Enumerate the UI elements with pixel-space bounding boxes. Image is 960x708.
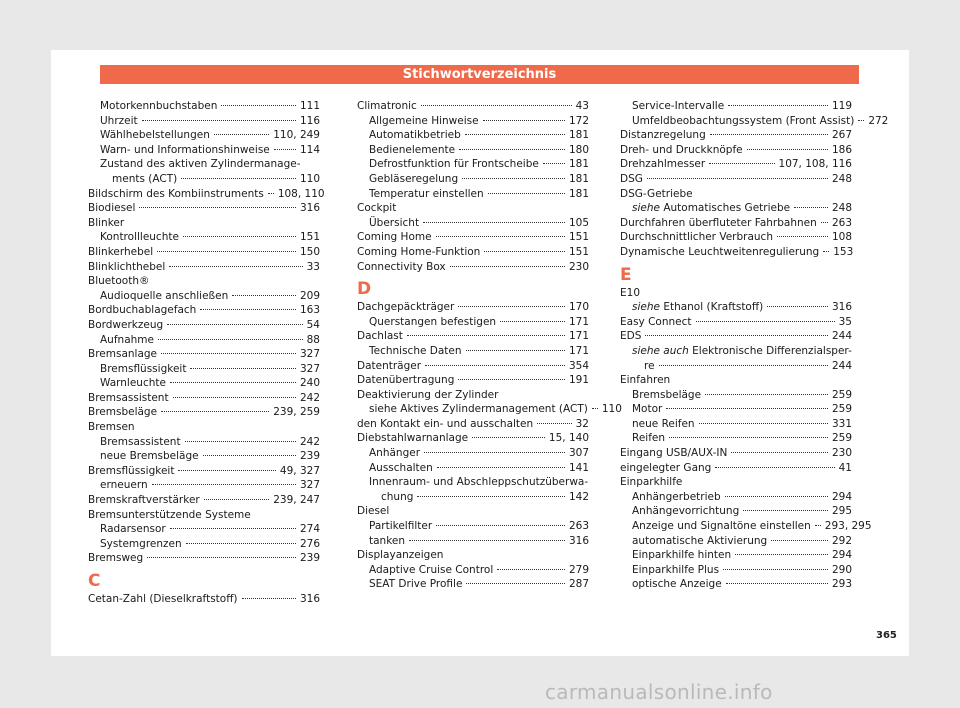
index-entry: Querstangen befestigen 171 xyxy=(369,315,589,328)
index-entry: siehe auch Elektronische Differenzialsper- xyxy=(632,344,852,357)
index-entry: Einparkhilfe hinten 294 xyxy=(632,549,852,562)
index-entry: Diesel xyxy=(357,505,390,518)
index-entry: Bremsbeläge 259 xyxy=(632,388,852,401)
index-entry: den Kontakt ein- und ausschalten 32 xyxy=(357,417,589,430)
index-entry: Allgemeine Hinweise 172 xyxy=(369,114,589,127)
index-entry: Einfahren xyxy=(620,374,671,387)
index-entry: Bremskraftverstärker 239, 247 xyxy=(88,494,320,507)
index-entry: DSG-Getriebe xyxy=(620,187,693,200)
index-entry: Anhängerbetrieb 294 xyxy=(632,490,852,503)
index-entry: Biodiesel 316 xyxy=(88,202,320,215)
index-entry: Bremsassistent 242 xyxy=(88,391,320,404)
index-entry: Dachgepäckträger 170 xyxy=(357,301,589,314)
index-entry: Umfeldbeobachtungssystem (Front Assist) 272 xyxy=(632,114,889,127)
index-entry: Deaktivierung der Zylinder xyxy=(357,388,499,401)
index-entry: Bremsbeläge 239, 259 xyxy=(88,406,320,419)
index-entry: Blinklichthebel 33 xyxy=(88,260,320,273)
index-entry: ments (ACT) 110 xyxy=(112,172,320,185)
index-entry: chung 142 xyxy=(381,490,589,503)
index-entry: Radarsensor 274 xyxy=(100,523,320,536)
index-entry: Eingang USB/AUX-IN 230 xyxy=(620,447,852,460)
index-entry: Adaptive Cruise Control 279 xyxy=(369,563,589,576)
index-entry: Systemgrenzen 276 xyxy=(100,537,320,550)
index-entry: SEAT Drive Profile 287 xyxy=(369,578,589,591)
index-entry: neue Bremsbeläge 239 xyxy=(100,450,320,463)
index-entry: Partikelfilter 263 xyxy=(369,520,589,533)
index-entry: Warn- und Informationshinweise 114 xyxy=(100,143,320,156)
index-entry: siehe Aktives Zylindermanagement (ACT) 110 xyxy=(369,403,622,416)
index-entry: DSG 248 xyxy=(620,172,852,185)
index-entry: EDS 244 xyxy=(620,330,852,343)
index-entry: Drehzahlmesser 107, 108, 116 xyxy=(620,158,852,171)
index-entry: Gebläseregelung 181 xyxy=(369,172,589,185)
index-entry: Blinkerhebel 150 xyxy=(88,245,320,258)
index-entry: Zustand des aktiven Zylindermanage- xyxy=(100,158,301,171)
index-entry: Reifen 259 xyxy=(632,432,852,445)
index-entry: tanken 316 xyxy=(369,534,589,547)
index-entry: Motor 259 xyxy=(632,403,852,416)
section-letter: E xyxy=(620,264,632,285)
index-entry: re 244 xyxy=(644,359,852,372)
index-entry: erneuern 327 xyxy=(100,479,320,492)
index-entry: siehe Ethanol (Kraftstoff) 316 xyxy=(632,301,852,314)
index-entry: Displayanzeigen xyxy=(357,549,444,562)
index-entry: Coming Home 151 xyxy=(357,231,589,244)
index-entry: Innenraum- und Abschleppschutzüberwa- xyxy=(369,476,589,489)
index-entry: Dreh- und Druckknöpfe 186 xyxy=(620,143,852,156)
index-entry: Bluetooth® xyxy=(88,275,150,288)
index-entry: Ausschalten 141 xyxy=(369,461,589,474)
index-entry: Übersicht 105 xyxy=(369,216,589,229)
index-entry: Automatikbetrieb 181 xyxy=(369,129,589,142)
section-letter: C xyxy=(88,571,101,591)
index-entry: Bremsweg 239 xyxy=(88,552,320,565)
index-entry: Diebstahlwarnanlage 15, 140 xyxy=(357,432,589,445)
index-entry: Datenträger 354 xyxy=(357,359,589,372)
index-entry: E10 xyxy=(620,286,640,299)
index-entry: Motorkennbuchstaben 111 xyxy=(100,100,320,112)
index-entry: optische Anzeige 293 xyxy=(632,578,852,591)
index-column-1 xyxy=(88,99,325,607)
index-column-2 xyxy=(357,99,622,592)
index-entry: Temperatur einstellen 181 xyxy=(369,187,589,200)
index-entry: neue Reifen 331 xyxy=(632,417,852,430)
index-entry: siehe Automatisches Getriebe 248 xyxy=(632,202,852,215)
page-title: Stichwortverzeichnis xyxy=(100,65,859,84)
index-entry: Anzeige und Signaltöne einstellen 293, 295 xyxy=(632,520,872,533)
index-entry: Bremsflüssigkeit 327 xyxy=(100,362,320,375)
index-entry: Technische Daten 171 xyxy=(369,344,589,357)
index-entry: Dynamische Leuchtweitenregulierung 153 xyxy=(620,245,854,258)
index-entry: Bremsflüssigkeit 49, 327 xyxy=(88,464,320,477)
index-entry: Distanzregelung 267 xyxy=(620,129,852,142)
index-entry: Datenübertragung 191 xyxy=(357,374,589,387)
index-entry: Bremsunterstützende Systeme xyxy=(88,508,251,521)
index-entry: Blinker xyxy=(88,216,125,229)
index-entry: Cetan-Zahl (Dieselkraftstoff) 316 xyxy=(88,593,320,605)
index-entry: Bremsanlage 327 xyxy=(88,348,320,361)
index-entry: Einparkhilfe Plus 290 xyxy=(632,563,852,576)
index-entry: Kontrollleuchte 151 xyxy=(100,231,320,244)
page-number: 365 xyxy=(876,630,897,641)
index-column-3 xyxy=(620,99,889,592)
index-entry: Bremsassistent 242 xyxy=(100,435,320,448)
index-entry: Uhrzeit 116 xyxy=(100,114,320,127)
index-entry: eingelegter Gang 41 xyxy=(620,461,852,474)
index-entry: Defrostfunktion für Frontscheibe 181 xyxy=(369,158,589,171)
index-entry: automatische Aktivierung 292 xyxy=(632,534,852,547)
index-entry: Wählhebelstellungen 110, 249 xyxy=(100,129,320,142)
index-entry: Audioquelle anschließen 209 xyxy=(100,289,320,302)
index-entry: Dachlast 171 xyxy=(357,330,589,343)
index-entry: Aufnahme 88 xyxy=(100,333,320,346)
index-entry: Anhänger 307 xyxy=(369,447,589,460)
index-entry: Cockpit xyxy=(357,202,397,215)
index-entry: Bordwerkzeug 54 xyxy=(88,318,320,331)
index-entry: Climatronic 43 xyxy=(357,100,589,112)
index-entry: Warnleuchte 240 xyxy=(100,377,320,390)
index-entry: Connectivity Box 230 xyxy=(357,260,589,273)
index-entry: Anhängevorrichtung 295 xyxy=(632,505,852,518)
section-letter: D xyxy=(357,279,372,300)
index-entry: Durchfahren überfluteter Fahrbahnen 263 xyxy=(620,216,852,229)
index-entry: Bildschirm des Kombiinstruments 108, 110 xyxy=(88,187,325,200)
index-entry: Service-Intervalle 119 xyxy=(632,100,852,112)
index-entry: Einparkhilfe xyxy=(620,476,683,489)
index-entry: Bordbuchablagefach 163 xyxy=(88,304,320,317)
index-entry: Easy Connect 35 xyxy=(620,315,852,328)
index-entry: Bremsen xyxy=(88,421,135,434)
index-entry: Bedienelemente 180 xyxy=(369,143,589,156)
index-entry: Coming Home-Funktion 151 xyxy=(357,245,589,258)
index-entry: Durchschnittlicher Verbrauch 108 xyxy=(620,231,852,244)
watermark: carmanualsonline.info xyxy=(545,680,773,704)
